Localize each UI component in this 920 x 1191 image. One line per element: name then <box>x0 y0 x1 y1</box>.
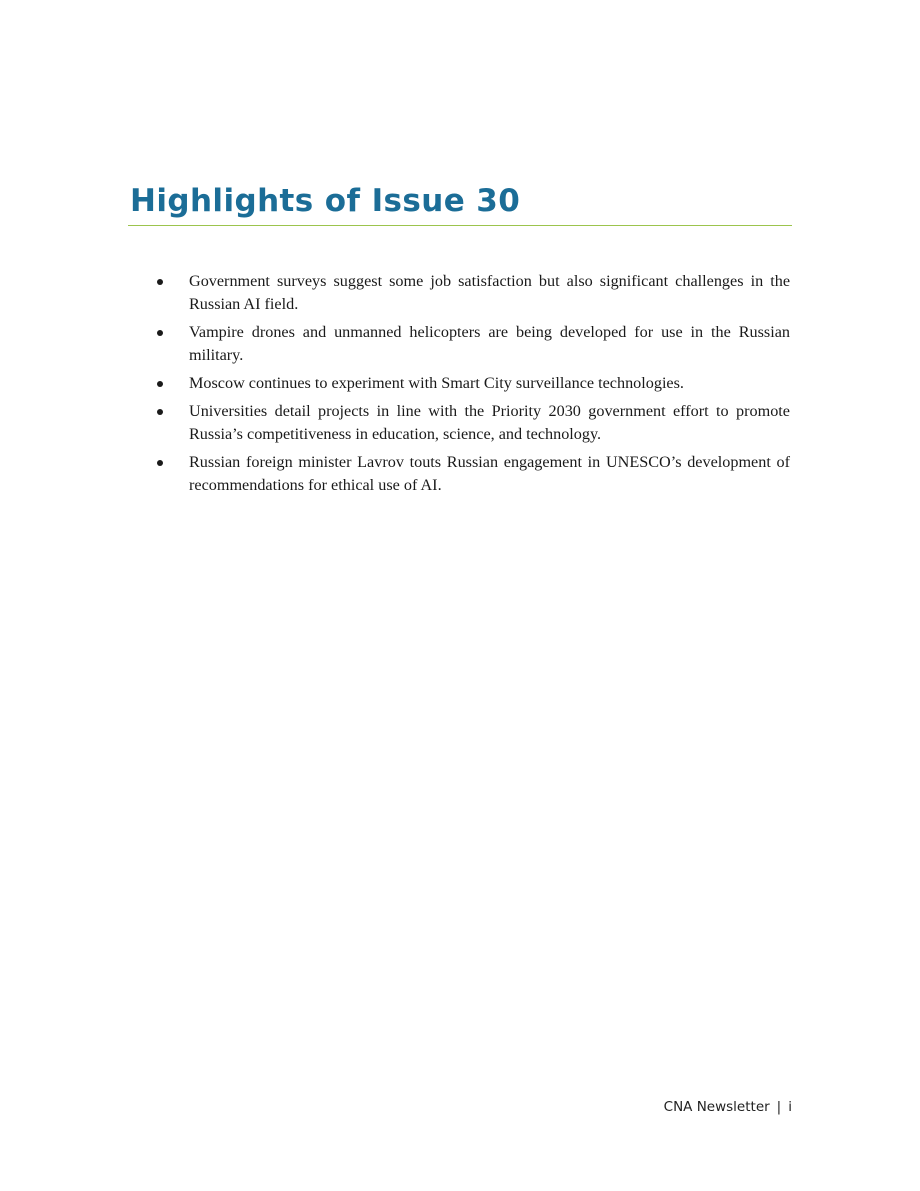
title-divider <box>128 225 792 226</box>
highlight-text: Government surveys suggest some job satisfaction but also significant challenges in the Russian AI field. <box>189 272 790 313</box>
list-item <box>152 400 790 446</box>
bullet-icon <box>157 409 163 415</box>
list-item <box>152 451 790 497</box>
footer-separator: | <box>776 1099 782 1115</box>
page-footer <box>664 1099 792 1115</box>
bullet-icon <box>157 279 163 285</box>
footer-publication: CNA Newsletter <box>663 1099 770 1115</box>
page-title: Highlights of Issue 30 <box>130 183 521 219</box>
highlight-text: Moscow continues to experiment with Smart City surveillance technologies. <box>189 374 684 392</box>
highlights-list <box>152 270 790 502</box>
highlight-text: Vampire drones and unmanned helicopters are being developed for use in the Russian military. <box>189 323 790 364</box>
footer-page-number: i <box>788 1099 792 1115</box>
list-item <box>152 321 790 367</box>
bullet-icon <box>157 381 163 387</box>
highlight-text: Universities detail projects in line with the Priority 2030 government effort to promote Russia’s competitiveness in education, science, and technology. <box>189 402 790 443</box>
list-item <box>152 270 790 316</box>
bullet-icon <box>157 330 163 336</box>
list-item <box>152 372 790 395</box>
highlight-text: Russian foreign minister Lavrov touts Russian engagement in UNESCO’s development of recommendations for ethical use of AI. <box>189 453 790 494</box>
bullet-icon <box>157 460 163 466</box>
